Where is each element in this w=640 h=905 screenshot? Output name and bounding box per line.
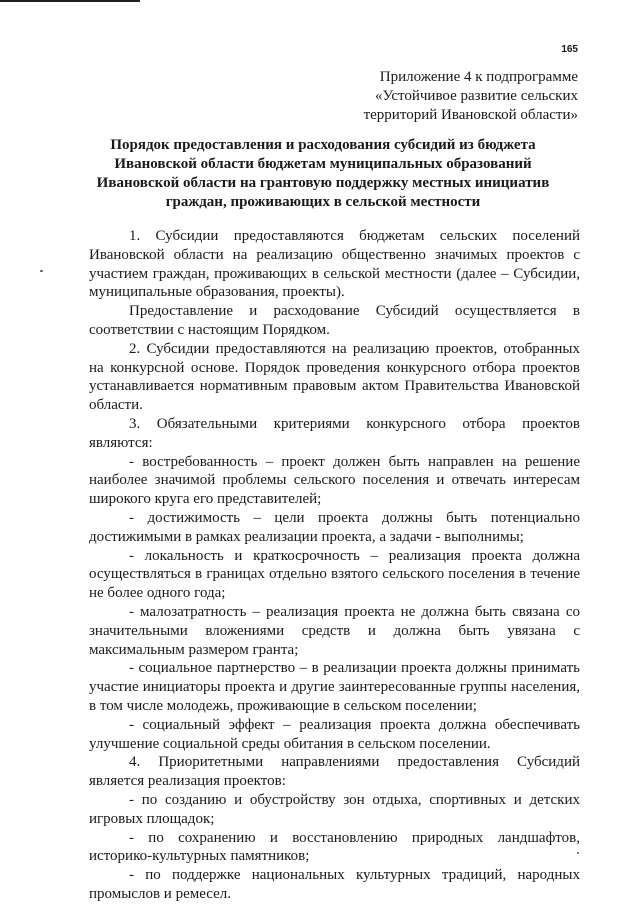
criterion-low-cost: - малозатратность – реализация проекта не должна быть связана со значительными вложениями средств и должна быть увязана с максимальным размером гранта; (89, 603, 580, 658)
appendix-line-1: Приложение 4 к подпрограмме (379, 69, 578, 85)
document-title (95, 136, 551, 212)
paragraph-2-competitive-selection: 2. Субсидии предоставляются на реализацию проектов, отобранных на конкурсной основе. Порядок проведения конкурсного отбора проектов устанавливается нормативным правовым актом Правительства Ивановской области. (89, 340, 580, 414)
paragraph-3-criteria: 3. Обязательными критериями конкурсного отбора проектов являются: (89, 415, 580, 451)
criterion-social-partnership: - социальное партнерство – в реализации проекта должны принимать участие инициаторы проекта и другие заинтересованные группы населения, в том числе молодежь, проживающие в сельском поселении; (89, 660, 580, 714)
page-number: 165 (561, 44, 578, 55)
title-line-2: Ивановской области бюджетам муниципальных образований (114, 156, 532, 172)
criterion-social-effect: - социальный эффект – реализация проекта должна обеспечивать улучшение социальной среды обитания в сельском поселении. (89, 716, 580, 752)
priority-recreation-zones: - по созданию и обустройству зон отдыха, спортивных и детских игровых площадок; (89, 791, 580, 827)
scan-speck (577, 852, 579, 854)
criterion-achievability: - достижимость – цели проекта должны быть потенциально достижимыми в рамках реализации проекта, а задачи - выполнимы; (89, 509, 580, 545)
criterion-demand: - востребованность – проект должен быть направлен на решение наиболее значимой проблемы сельского поселения и отвечать интересам широкого круга его представителей; (89, 453, 580, 508)
priority-traditions: - по поддержке национальных культурных традиций, народных промыслов и ремесел. (89, 867, 580, 902)
appendix-reference (278, 68, 578, 125)
appendix-line-3: территорий Ивановской области» (363, 107, 578, 123)
paragraph-4-priorities: 4. Приоритетными направлениями предоставления Субсидий является реализация проектов: (89, 754, 580, 790)
criterion-locality: - локальность и краткосрочность – реализация проекта должна осуществляться в границах отдельно взятого сельского поселения в течение не более одного года; (89, 547, 580, 602)
scan-edge-line (0, 0, 140, 2)
title-line-4: граждан, проживающих в сельской местности (165, 194, 481, 210)
paragraph-provision: Предоставление и расходование Субсидий осуществляется в соответствии с настоящим Порядком. (89, 303, 580, 338)
priority-landscapes: - по сохранению и восстановлению природных ландшафтов, историко-культурных памятников; (89, 829, 580, 865)
title-line-3: Ивановской области на грантовую поддержку местных инициатив (96, 175, 550, 191)
appendix-line-2: «Устойчивое развитие сельских (375, 88, 578, 104)
paragraph-1-subsidies: 1. Субсидии предоставляются бюджетам сельских поселений Ивановской области на реализацию общественно значимых проектов с участием граждан, проживающих в сельской местности (далее – Субсидии, муниципальные образования, проекты). (89, 228, 580, 301)
scan-speck (40, 270, 43, 272)
document-body (89, 227, 580, 904)
title-line-1: Порядок предоставления и расходования субсидий из бюджета (110, 137, 536, 153)
